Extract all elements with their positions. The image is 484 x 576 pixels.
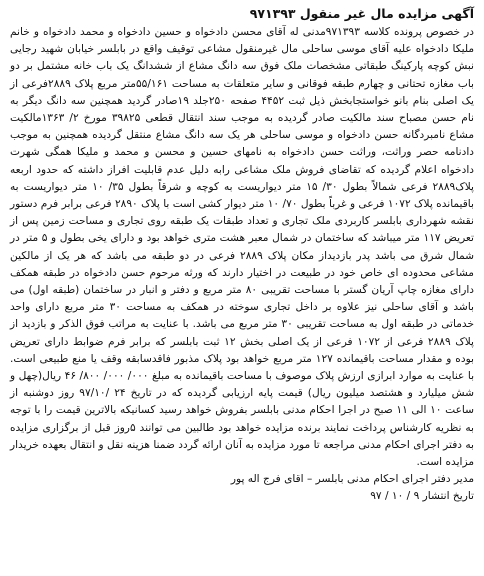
notice-title: آگهی مزایده مال غیر منقول ۹۷۱۳۹۳: [249, 6, 474, 21]
notice-manager-line: مدیر دفتر اجرای احکام مدنی بابلسر – اقای فرج اله پور: [230, 473, 474, 486]
notice-body: در خصوص پرونده کلاسه ۹۷۱۳۹۳مدنی له آقای محسن دادخواه و حسین دادخواه و محمد دادخواه و خانم ملیکا دادخواه علیه آقای موسی ساحلی مال غیرمنقول مشاعی توقیف واقع در بابلسر خیابان شهید رجایی نبش کوچه پارکینگ طبقاتی مشخصات ملک فوق سه دانگ مشاع از ششدانگ یک باب خانه مشتمل بر دو باب مغازه تحتانی و چهارم طبقه فوقانی و سایر متعلقات به مساحت ۵۵/۱۶۱متر مربع پلاک ۲۸۸۹فرعی از یک اصلی بنام بانو خواستجابخش ذیل ثبت ۴۴۵۲ صفحه ۲۵۰جلد ۱۹صادر گردید همچنین سه دانگ دیگر به نام حسن مصباح سند مالکیت صادر گردیده به موجب سند انتقال قطعی ۳۹۸۲۵ مورخ ۲/ ۱۳۶۳مالکیت مشاع نامبردگانه حسن دادخواه و موسی ساحلی هر یک سه دانگ مشاع منتقل گردیده همچنین به موجب دادنامه حصر وراثت، وراثت حسن دادخواه به نامهای حسین و محسن و محمد و ملیکا همگی شهرت دادخواه اعلام گردیده که تقاضای فروش ملک مشاعی رابه دلیل عدم قابلیت افراز داشته که حدود اربعه پلاک۲۸۸۹ فرعی شمالاً بطول ۳۰/ ۱۵ متر دیواریست به کوچه و شرقاً بطول ۳۵/ ۱۰ متر دیواریست به باقیمانده پلاک ۱۰۷۲ فرعی و غرباً بطول ۷۰/ ۱۰ متر دیوار کشی است با پلاک ۲۸۹۰ فرعی برابر فرم دستور نقشه شهرداری بابلسر کاربردی ملک تجاری و تعداد طبقات یک طبقه روی تجاری و مساحت زمین پس از تعریض ۱۱۷ متر میباشد که ساختمان در شمال معبر هشت متری خواهد بود و دارای یخی بطول و ۵ متر در شمال شرق می باشد پدر بازدیداز مکان پلاک ۲۸۸۹ فرعی در دو طبقه می باشد که هر یک از مالکین مشاعی محدوده ای خاص خود در طبیعت در اختیار دارند که ورثه مرحوم حسن دادخواه در طبقه همکف دارای مغازه چاپ آریان گستر با مساحت تقریبی ۸۰ متر مربع و دفتر و انبار در ساختمان (طبقه اول) می باشد و آقای ساحلی نیز علاوه بر داخل تجاری سوخته در همکف به مساحت ۳۰ متر مربع دارای واحد خدماتی در طبقه اول به مساحت تقریبی ۳۰ متر مربع می باشد. با عنایت به مراتب فوق الذکر و بازدید از پلاک ۲۸۸۹ فرعی از ۱۰۷۲ فرعی از یک اصلی بخش ۱۲ ثبت بابلسر که برابر فرم ضوابط دارای تعریض بوده و مقدار مساحت باقیمانده ۱۲۷ متر مربع خواهد بود پلاک مذبور فاقدسابقه وقف یا منع طبیعی است. با عنایت به موارد ابرازی ارزش پلاک موصوف با مساحت باقیمانده به مبلغ ۰۰۰/ ۰۰۰/ ۸۰۰/ ۴۶ ریال(چهل و شش میلیارد و هشتصد میلیون ریال) قیمت پایه ارزیابی گردیده که در تاریخ ۲۴ /۹۷/۱۰ روز دوشنبه از ساعت ۱۰ الی ۱۱ صبح در اجرا احکام مدنی بابلسر بفروش خواهد رسید کسانیکه بالاترین قیمت را با توجه به نظریه کارشناس پرداخت نمایند برنده مزایده خواهد بود طالبین می توانند ۵روز قبل از برگزاری مزایده به دفتر اجرای احکام مدنی مراجعه تا مورد مزایده به آنان ارائه گردد ضمنا هزینه نقل و انتقال بعهده خریدار مزایده است.: [10, 26, 475, 469]
auction-notice: [6, 4, 478, 570]
notice-publish-date: تاریخ انتشار ۹ / ۱۰ / ۹۷: [370, 490, 474, 503]
